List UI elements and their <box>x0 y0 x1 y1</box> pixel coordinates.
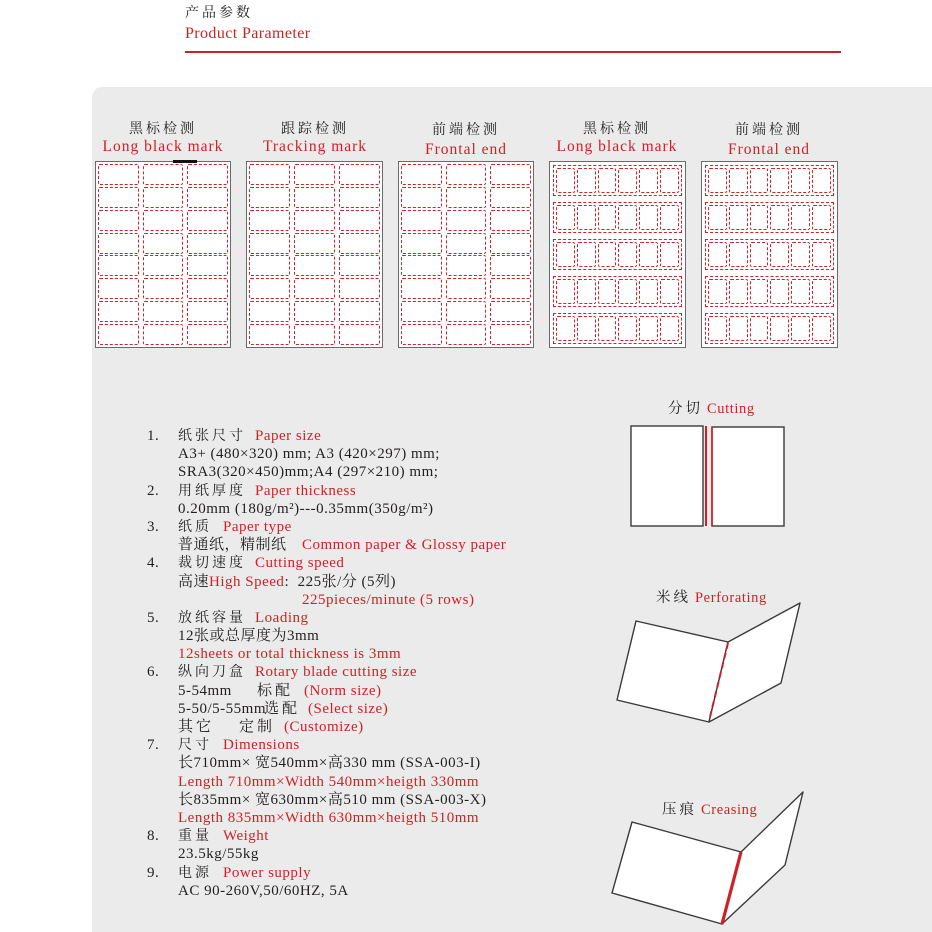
param-weight <box>147 827 607 863</box>
param-label-en: Loading <box>255 609 309 626</box>
label-cell <box>618 242 637 267</box>
label-cell <box>556 205 575 230</box>
label-cell <box>618 279 637 304</box>
param-heading <box>147 427 607 445</box>
param-rotary-blade <box>147 663 607 736</box>
param-paper-type <box>147 518 607 554</box>
param-label-cn: 重量 <box>178 829 212 845</box>
label-row <box>249 255 380 276</box>
cutting-sheet-left <box>631 426 703 526</box>
param-label-en: Dimensions <box>223 737 300 754</box>
mode-label-en: Tracking mark <box>262 138 368 155</box>
param-label-cn: 纵向刀盒 <box>178 665 246 681</box>
label-cell <box>812 205 831 230</box>
black-mark <box>173 160 197 163</box>
param-loading <box>147 609 607 664</box>
param-heading <box>147 736 607 754</box>
blade-type-en: (Select size) <box>308 700 389 717</box>
label-row <box>401 278 531 299</box>
label-row <box>553 313 682 344</box>
label-cell <box>98 301 139 322</box>
label-cell <box>729 205 748 230</box>
label-cell <box>812 168 831 193</box>
mode-label-long-black-mark-2 <box>537 121 697 155</box>
label-cell <box>750 279 769 304</box>
param-detail <box>147 536 607 554</box>
label-cell <box>729 279 748 304</box>
page-title-en: Product Parameter <box>185 25 311 42</box>
label-row <box>98 324 228 345</box>
param-paper-thickness <box>147 482 607 518</box>
mode-label-cn: 跟踪检测 <box>281 122 349 137</box>
label-cell <box>770 316 789 341</box>
param-number: 7. <box>147 737 160 754</box>
label-grid <box>705 165 834 344</box>
param-detail-en: 12sheets or total thickness is 3mm <box>178 646 402 663</box>
label-cell <box>791 316 810 341</box>
label-grid <box>553 165 682 344</box>
label-cell <box>143 233 184 254</box>
label-row <box>249 324 380 345</box>
label-cell <box>187 164 228 185</box>
label-cell <box>446 164 487 185</box>
param-number: 6. <box>147 664 160 681</box>
label-row <box>98 301 228 322</box>
label-grid <box>401 164 531 345</box>
label-cell <box>446 278 487 299</box>
speed-mode-cn: 高速 <box>178 573 210 590</box>
label-cell <box>98 278 139 299</box>
label-row <box>98 233 228 254</box>
label-cell <box>729 316 748 341</box>
label-cell <box>577 205 596 230</box>
blade-type-en: (Norm size) <box>304 682 382 699</box>
param-label-cn: 纸质 <box>178 519 212 535</box>
label-cell <box>708 279 727 304</box>
label-cell <box>98 324 139 345</box>
label-cell <box>294 301 335 322</box>
label-row <box>249 210 380 231</box>
param-label-en: Weight <box>223 828 269 845</box>
label-cell <box>143 278 184 299</box>
label-sheet-long-black-mark-2 <box>549 161 686 348</box>
param-number: 1. <box>147 428 160 444</box>
param-label-cn: 纸张尺寸 <box>178 429 246 444</box>
label-cell <box>490 187 531 208</box>
label-cell <box>249 278 290 299</box>
label-cell <box>556 168 575 193</box>
param-detail: 0.20mm (180g/m²)---0.35mm(350g/m²) <box>178 500 434 517</box>
blade-option <box>147 682 607 700</box>
cutting-sheet-right <box>712 427 784 526</box>
label-cell <box>812 316 831 341</box>
label-cell <box>143 324 184 345</box>
param-detail-cn: 12张或总厚度为3mm <box>178 628 320 645</box>
label-cell <box>446 301 487 322</box>
label-cell <box>708 205 727 230</box>
label-cell <box>639 205 658 230</box>
label-cell <box>294 233 335 254</box>
creasing-label-en: Creasing <box>701 802 758 818</box>
label-sheet-long-black-mark <box>95 161 231 348</box>
dimension-model-en: Length 710mm×Width 540mm×heigth 330mm <box>178 773 480 790</box>
label-cell <box>708 168 727 193</box>
label-row <box>553 239 682 270</box>
label-cell <box>577 168 596 193</box>
label-cell <box>249 164 290 185</box>
label-cell <box>490 278 531 299</box>
label-cell <box>660 168 679 193</box>
label-cell <box>339 255 380 276</box>
label-cell <box>618 168 637 193</box>
blade-type-en: (Customize) <box>284 719 364 735</box>
label-row <box>401 210 531 231</box>
label-cell <box>598 316 617 341</box>
page-title-cn: 产品参数 <box>185 6 253 21</box>
label-row <box>98 255 228 276</box>
param-dimensions <box>147 736 607 827</box>
blade-size: 5-54mm <box>178 682 232 699</box>
blade-option <box>147 700 607 718</box>
label-cell <box>660 316 679 341</box>
label-cell <box>556 279 575 304</box>
blade-type-cn: 标配 <box>257 682 294 699</box>
label-cell <box>729 168 748 193</box>
label-cell <box>401 187 442 208</box>
param-label-en: Rotary blade cutting size <box>255 664 418 681</box>
label-cell <box>791 205 810 230</box>
param-detail-en: Common paper & Glossy paper <box>302 537 507 554</box>
creasing-label-cn: 压痕 <box>662 802 697 818</box>
label-cell <box>639 316 658 341</box>
speed-mode-en: High Speed <box>209 573 285 590</box>
mode-label-cn: 黑标检测 <box>583 122 651 137</box>
param-number: 9. <box>147 864 160 881</box>
label-cell <box>143 210 184 231</box>
param-heading <box>147 554 607 572</box>
label-row <box>249 187 380 208</box>
header-divider <box>185 51 841 53</box>
label-cell <box>401 278 442 299</box>
label-cell <box>401 233 442 254</box>
param-label-cn: 用纸厚度 <box>178 483 246 499</box>
label-cell <box>556 316 575 341</box>
blade-size: 5-50/5-55mm <box>178 700 266 717</box>
label-cell <box>708 316 727 341</box>
param-label-cn: 电源 <box>178 865 212 881</box>
param-cutting-speed <box>147 554 607 609</box>
cutting-label-en: Cutting <box>707 401 755 417</box>
label-cell <box>187 233 228 254</box>
label-cell <box>598 168 617 193</box>
label-cell <box>143 187 184 208</box>
label-cell <box>660 205 679 230</box>
label-cell <box>446 210 487 231</box>
label-cell <box>618 316 637 341</box>
label-cell <box>401 324 442 345</box>
blade-type-cn: 选配 <box>264 700 301 717</box>
label-cell <box>660 279 679 304</box>
label-cell <box>490 255 531 276</box>
cutting-diagram <box>631 426 784 526</box>
label-cell <box>770 242 789 267</box>
label-cell <box>249 187 290 208</box>
label-cell <box>98 187 139 208</box>
label-cell <box>98 164 139 185</box>
label-cell <box>490 324 531 345</box>
mode-label-long-black-mark <box>83 121 243 155</box>
param-heading <box>147 518 607 536</box>
label-cell <box>729 242 748 267</box>
label-row <box>553 276 682 307</box>
label-row <box>705 202 834 233</box>
param-detail: 23.5kg/55kg <box>178 846 259 863</box>
label-cell <box>791 168 810 193</box>
perforating-diagram <box>617 603 800 722</box>
creasing-diagram <box>612 792 803 924</box>
label-cell <box>187 301 228 322</box>
label-cell <box>187 255 228 276</box>
label-cell <box>143 301 184 322</box>
label-cell <box>294 187 335 208</box>
label-row <box>401 233 531 254</box>
label-cell <box>598 242 617 267</box>
label-cell <box>187 187 228 208</box>
param-label-cn: 放纸容量 <box>178 610 246 626</box>
label-cell <box>187 210 228 231</box>
label-grid <box>249 164 380 345</box>
label-sheet-frontal-end <box>398 161 534 348</box>
label-cell <box>446 255 487 276</box>
label-cell <box>339 210 380 231</box>
label-row <box>98 210 228 231</box>
label-cell <box>577 242 596 267</box>
label-row <box>401 187 531 208</box>
label-cell <box>446 233 487 254</box>
label-cell <box>143 164 184 185</box>
label-row <box>705 239 834 270</box>
param-heading <box>147 663 607 681</box>
blade-type-cn: 定制 <box>239 719 276 735</box>
param-label-en: Paper thickness <box>255 482 357 499</box>
mode-label-cn: 前端检测 <box>735 123 803 138</box>
param-number: 4. <box>147 555 160 572</box>
label-cell <box>339 164 380 185</box>
label-cell <box>339 233 380 254</box>
label-cell <box>556 242 575 267</box>
label-cell <box>660 242 679 267</box>
label-cell <box>490 301 531 322</box>
label-cell <box>490 233 531 254</box>
speed-value-cn: : 225张/分 (5列) <box>284 573 397 590</box>
creasing-panel-left <box>612 822 741 924</box>
label-cell <box>639 168 658 193</box>
label-cell <box>294 278 335 299</box>
param-label-en: Paper size <box>255 428 322 444</box>
label-cell <box>98 210 139 231</box>
perforating-label-cn: 米线 <box>656 590 691 606</box>
label-row <box>553 202 682 233</box>
process-diagrams <box>600 400 820 932</box>
mode-label-tracking-mark <box>235 121 395 155</box>
label-cell <box>294 324 335 345</box>
label-cell <box>249 233 290 254</box>
label-cell <box>339 278 380 299</box>
param-number: 3. <box>147 518 160 535</box>
label-row <box>249 278 380 299</box>
param-heading <box>147 864 607 882</box>
label-row <box>401 255 531 276</box>
cutting-label-cn: 分切 <box>668 401 703 417</box>
label-cell <box>143 255 184 276</box>
perforating-panel-left <box>617 621 728 722</box>
label-row <box>401 324 531 345</box>
label-cell <box>249 255 290 276</box>
param-heading <box>147 609 607 627</box>
label-cell <box>791 279 810 304</box>
label-row <box>249 301 380 322</box>
label-cell <box>750 168 769 193</box>
label-cell <box>249 210 290 231</box>
label-cell <box>750 205 769 230</box>
label-row <box>98 164 228 185</box>
mode-label-en: Frontal end <box>424 141 508 158</box>
label-cell <box>98 233 139 254</box>
param-detail: SRA3(320×450)mm;A4 (297×210) mm; <box>178 464 439 481</box>
mode-label-cn: 黑标检测 <box>129 122 197 137</box>
label-cell <box>98 255 139 276</box>
label-cell <box>598 279 617 304</box>
label-cell <box>401 255 442 276</box>
label-cell <box>618 205 637 230</box>
label-cell <box>812 279 831 304</box>
label-cell <box>490 164 531 185</box>
label-row <box>249 233 380 254</box>
label-row <box>249 164 380 185</box>
dimension-model-cn: 长835mm× 宽630mm×高510 mm (SSA-003-X) <box>178 791 487 808</box>
label-cell <box>598 205 617 230</box>
param-label-cn: 尺寸 <box>178 738 212 754</box>
label-cell <box>339 187 380 208</box>
param-label-cn: 裁切速度 <box>178 556 246 572</box>
label-cell <box>770 279 789 304</box>
label-cell <box>294 210 335 231</box>
parameter-list <box>147 427 607 900</box>
param-number: 5. <box>147 609 160 626</box>
label-row <box>401 301 531 322</box>
label-row <box>401 164 531 185</box>
param-number: 2. <box>147 482 160 499</box>
label-row <box>705 276 834 307</box>
mode-label-frontal-end-2 <box>689 122 849 158</box>
label-row <box>705 165 834 196</box>
label-sheet-frontal-end-2 <box>701 161 838 348</box>
label-cell <box>187 324 228 345</box>
mode-label-frontal-end <box>386 122 546 158</box>
label-cell <box>812 242 831 267</box>
param-detail: AC 90-260V,50/60HZ, 5A <box>178 882 349 899</box>
perforating-label-en: Perforating <box>695 590 767 606</box>
label-cell <box>639 242 658 267</box>
label-cell <box>187 278 228 299</box>
label-row <box>553 165 682 196</box>
param-heading <box>147 482 607 500</box>
blade-size: 其它 <box>178 719 215 735</box>
param-label-en: Power supply <box>223 864 312 881</box>
label-cell <box>401 164 442 185</box>
mode-label-en: Frontal end <box>727 141 811 158</box>
label-cell <box>446 324 487 345</box>
label-cell <box>750 242 769 267</box>
label-cell <box>639 279 658 304</box>
label-row <box>705 313 834 344</box>
label-cell <box>490 210 531 231</box>
label-cell <box>401 301 442 322</box>
label-cell <box>708 242 727 267</box>
label-cell <box>770 168 789 193</box>
mode-label-en: Long black mark <box>556 138 678 155</box>
label-cell <box>339 324 380 345</box>
param-number: 8. <box>147 828 160 845</box>
dimension-model-en: Length 835mm×Width 630mm×heigth 510mm <box>178 809 480 826</box>
label-row <box>98 187 228 208</box>
mode-label-en: Long black mark <box>102 138 224 155</box>
param-label-en: Cutting speed <box>255 555 345 572</box>
param-detail <box>147 573 607 591</box>
label-row <box>98 278 228 299</box>
label-grid <box>98 164 228 345</box>
param-detail-cn: 普通纸，精制纸 <box>178 537 287 554</box>
label-cell <box>294 255 335 276</box>
label-cell <box>446 187 487 208</box>
label-cell <box>401 210 442 231</box>
label-cell <box>294 164 335 185</box>
label-cell <box>577 279 596 304</box>
label-sheet-tracking-mark <box>246 161 383 348</box>
param-heading <box>147 827 607 845</box>
label-cell <box>791 242 810 267</box>
label-cell <box>249 324 290 345</box>
speed-value-en: 225pieces/minute (5 rows) <box>302 591 475 608</box>
dimension-model-cn: 长710mm× 宽540mm×高330 mm (SSA-003-I) <box>178 755 481 772</box>
label-cell <box>770 205 789 230</box>
label-cell <box>249 301 290 322</box>
param-power-supply <box>147 864 607 900</box>
blade-option <box>147 718 607 736</box>
label-cell <box>577 316 596 341</box>
label-cell <box>750 316 769 341</box>
param-label-en: Paper type <box>223 518 292 535</box>
param-detail: A3+ (480×320) mm; A3 (420×297) mm; <box>178 446 440 463</box>
param-paper-size <box>147 427 607 482</box>
mode-label-cn: 前端检测 <box>432 123 500 138</box>
label-cell <box>339 301 380 322</box>
